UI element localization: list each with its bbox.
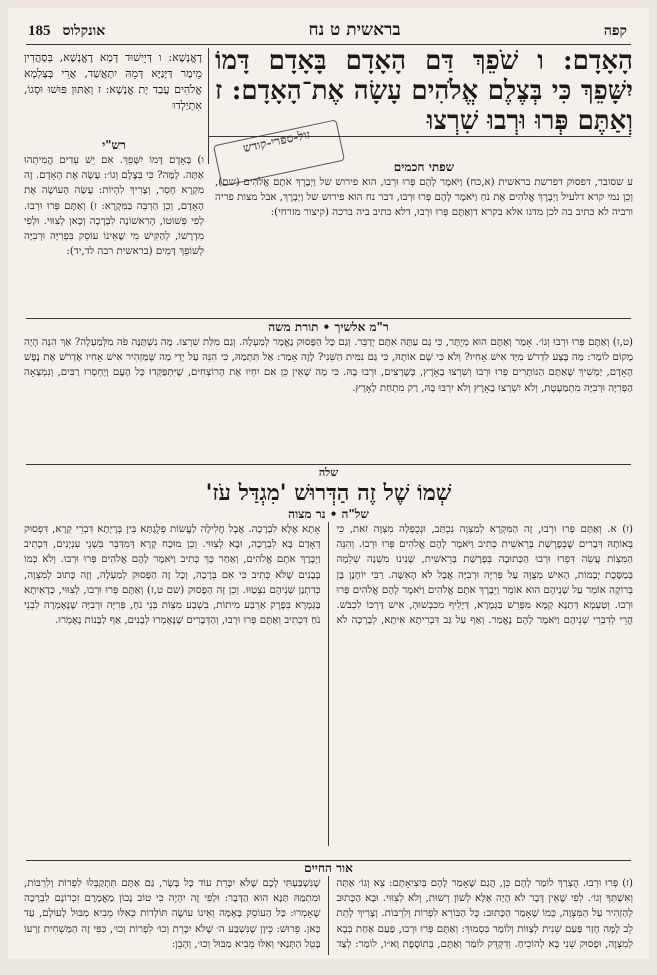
alshich-rule [26,464,631,465]
rashi-rule [26,318,631,319]
or-hachaim-text: (ז) פְּרוּ וּרְבוּ. הֻצְרַךְ לוֹמַר לָהֶם כֵּן, הֲגַם שֶׁאָמַר לָהֶם בְּיִצִיאָתָם: צֵא וְגוֹ׳ אַתָּה וְאִשְׁתְּךָ וְגוֹ׳. לְפִי שֶׁאֵין דָּבָר לֹא הָיָה אֶלָּא לְשׁוֹן רְשׁוּת, וְלֹא לְצִוּוּי. וּבָא הַכָּתוּב לְהַזְהִיר עַל הַמִּצְוָה, כְּמוֹ שֶׁאָמַר הַכָּתוּב: כָּל הַבּוֹרֵא לִפְרוֹת וְלִרְבּוֹת. וְצָרִיךְ לָתֵת לֵב לָמָּה חָזַר פַּעַם שֵׁנִית לְצַוּוֹת וְלוֹמַר בִּסְמוּךְ: וְאַתֶּם פְּרוּ וּרְבוּ, פַּעַם אַחַת בְּבָא לְמִצְוָה, וּפָסוּק שֵׁנִי בָּא לְהוֹכִיחַ. וְדִקְדֵּק לוֹמַר וְאַתֶּם, בְּתוֹסֶפֶת וָא״ו, לוֹמַר: לְצַד שֶׁנִּשְׁבַּעְתִּי לָכֶם שֶׁלֹּא יִכָּרֵת עוֹד כָּל בָּשָׂר, גַּם אַתֶּם תִּתְקַבְּלוּ לִפְרוֹת וְלִרְבּוֹת, וּמִתְמַהּ תַּנָּא הוּא הַדָּבָר: וּלְפִי זֶה יִהְיֶה כִּי טוֹב נָכוֹן מַאֲמָרָם זִכְרוֹנָם לִבְרָכָה שֶׁאָמְרוּ: כָּל הַעוֹסֵק בָּאָמָּה וְאֵינוֹ עוֹשֶׂה תּוֹלָדוֹת כְּאִלּוּ מֵבִיא מַבּוּל לָעוֹלָם, עַד כָּאן. פֵּרוּשׁ: כֵּיוָן שֶׁנִּשְׁבַּע ה׳ שֶׁלֹּא יִכָּרֵת וְכוּ׳ לִפְרוֹת וְכוּ׳, כִּפִּי זֶה הַמַּשְׁחִית זַרְעוֹ בָּטֵל הַתְּנַאי וְאִלּוּ מֵבִיא מַבּוּל וְכוּ׳, וְהָבֵן: [24,878,633,950]
siftei-chachamim-title: שפתי חכמים [393,160,455,174]
rashi-text: ו) בָּאָדָם דָּמוֹ יִשָּׁפֵךְ. אִם יֵשׁ עֵדִים הֲמִיתֵהוּ אַתָּה. לָמָּה? כִּי בְּצֶלֶם וְגוֹ׳: עָשָׂה אֶת הָאָדָם. זֶה מִקְרָא חָסֵר, וְצָרִיךְ לִהְיוֹת: עָשָׂה הָעוֹשֶׂה אֶת הָאָדָם, וְכֵן הַרְבֵּה בַּמִּקְרָא: ז) וְאַתֶּם פְּרוּ וּרְבוּ. לְפִי פְּשׁוּטוֹ, הָרִאשׁוֹנָה לִבְרָכָה וְכָאן לְצִוּוּי. וּלְפִי מִדְרָשׁוֹ, לְהַקִּישׁ מִי שֶׁאֵינוֹ עוֹסֵק בִּפְרִיָּה וּרְבִיָּה לְשׁוֹפֵךְ דָּמִים (בראשית רבה לד,יד): [24,155,204,258]
header-rule [26,44,631,45]
owner-stamp: זול-ספרי-קודש [213,119,345,186]
siftei-chachamim-text: ע שסובר, דפסוק דפרשת בראשית (א,כח) וַיֹּאמֶר לָהֶם פְּרוּ וּרְבוּ, הוא פירוש של וַיְבָרֶךְ אֹתָם אֱלֹהִים (שם), וְכֵן נמי קרא דלעיל וַיְבָרֶךְ אֱלֹהִים אֶת נֹחַ וַיֹּאמֶר לָהֶם פְּרוּ וּרְבוּ, דבר נח הוא פירוש של וַיְבָרֶךְ, אבל מצות פריה ורביה לא כתיב בה לכן מדגו אלא בקרא דוְאַתֶּם פְּרוּ וּרְבוּ, דלא כתיב ביה ברכה (קיצור מזרחי): [215,177,633,219]
shelah-block [24,466,633,858]
rashi-block [24,138,204,314]
shelah-subtitle: של"ה • נר מצוה [288,507,369,521]
rashi-title: רש"י [102,138,126,152]
onkelos-label: אונקלוס [62,23,106,39]
or-hachaim-title: אור החיים [304,861,353,875]
shelah-title: שְׁמוֹ שֶׁל זֶה הַדְּרוּשׁ 'מִגְדַּל עֹז' [205,480,452,506]
torah-verse: הָאָדָם: ו שֹׁפֵךְ דַּם הָאָדָם בָּאָדָם דָּמוֹ יִשָּׁפֵךְ כִּי בְּצֶלֶם אֱלֹהִים עָשָׂה אֶת־הָאָדָם: ז וְאַתֶּם פְּרוּ וּרְבוּ שִׁרְצוּ [215,46,633,136]
alshich-columns [24,335,633,396]
alshich-text: (ט,ז) וְאַתֶּם פְּרוּ וּרְבוּ וְגוֹ׳. אָמַר וְאַתֶּם הוּא מְיֻתָּר, כִּי גַּם עַתָּה אִתָּם יְדַבֵּר. וְגַם כָּל הַפָּסוּק נֶאֱמַר לְמַעְלָה. וְגַם מִלַּת שִׁרְצוּ. מָה נִשְׁתַּנָּה פֹּה מִלְּמַעְלָה? אַךְ הִנֵּה הָיָה מָקוֹם לוֹמַר: מַה בֶּצַע לִדְרֹשׁ מִיַּד אִישׁ אָחִיו? וְלֹא כִּי שָׁם אוֹתָהּ, כִּי גַּם נִמִּית הַשֵּׁנִי? לָזֶה אָמַר: אַל תִּתְמַהּ, כִּי הִנֵּה עַל יְדֵי מַה שֶּׁמַּזְהִיר אִישׁ אָחִיו אֶדְרֹשׁ אֶת נֶפֶשׁ הָאָדָם, יַמְשִׁיךְ שֶׁאַתֶּם הַנּוֹתָרִים פְּרוּ וּרְבוּ וְשִׁרְצוּ בָאָרֶץ, כְּשֶׁרָצִים, וּרְבוּ בָהּ. כִּי מָה שֶׁאֵין כֵּן אִם יִחְיוּ אֶת הָרוֹצְחִים, שֶׁיִּתְפַּקְּדוּ כָּל הָעָם וְיֶחְסְרוּ רַבִּים, וְנִמְצָאָה הַפְּרִיָּה וּרְבִיָּה מִתְמַעֶטֶת, וְלֹא יִשְׁרְצוּ בָאָרֶץ וְלֹא יִרְבּוּ בָהּ, רַק מִתְחַת לָאָרֶץ. [24,337,633,394]
onkelos-text: דֶאֱנָשָׁא: ו דְּיֵישׁוּד דְּמָא דֶאֱנָשָׁא, בְּסָהֲדִין מֵימַר דַּיָּנַיָּא דְּמֵהּ יִתְאֲשַׁד, אֲרֵי בְּצַלְמָא אֱלֹהִים עֲבַד יָת אֱנָשָׁא: ז וְאַתּוּן פּוּשׁוּ וּסְגוֹ, אִתְיַלְדוּ [24,51,202,112]
page-number: 185 [28,23,51,39]
onkelos-block [24,50,202,134]
running-head-left [28,23,105,40]
shelah-text: (ז) א. וְאַתֶּם פְּרוּ וּרְבוּ, זֶה הַמִּקְרָא לְמִצְוָה נִכְתַּב, וּנְכֻפְּלָה מִצְוָה זֹאת, כִּי בְּאוֹתָהּ דְּבָרִים שֶׁבְּפָרָשַׁת בְּרֵאשִׁית כְּתִיב וַיֹּאמֶר לָהֶם אֱלֹהִים פְּרוּ וּרְבוּ. וְהִנֵּה הַמִּצְוֹת עֲשֵׂה דִּפְרוּ וּרְבוּ הַכְּתוּבָה בְּפָרָשַׁת בְּרֵאשִׁית, שָׁנִינוּ מִשְׁנָה שְׁלֵמָה בְּמַסֶּכֶת יְבָמוֹת, הָאִישׁ מְצֻוֶּה עַל פְּרִיָּה וּרְבִיָּה אֲבָל לֹא הָאִשָּׁה. רַבִּי יוֹחָנָן בֶּן בְּרוֹקָה אוֹמֵר עַל שְׁנֵיהֶם הוּא אוֹמֵר וַיְבָרֶךְ אֹתָם אֱלֹהִים וַיֹּאמֶר לָהֶם אֱלֹהִים פְּרוּ וּרְבוּ. וְטַעְמָא דְּתַנָּא קַמָּא מִפָּרֵשׁ בַּגְּמָרָא, דְּיָלֵיף מִכִּבְשׁוּהָ, אִישׁ דַּרְכּוֹ לִכְבֹּשׁ. הֲרֵי לְדִבְרֵי שְׁנֵיהֶם וַיֹּאמֶר לָהֶם נֶאֱמַר. וְאַף עַל גַּב דִּבְרִיתָא אִיתָא, לְבָרְכָה לֹא אָתָא אֶלָּא לִבְרָכָה. אֲבָל חֲלִילָה לַעֲשׂוֹת פְּלֻגְתָּא בֵּין בְּרָיְתָא דִּבְרֵי קְרָא, דִּפְסוּק דְּאָדָם בָּא לִבְרָכָה, וּבָא לְצִוּוּי. וְכֵן מוּכָח קְרָא דְּמִדַּבֵּר בִּשְׁנֵי עִנְיָנִים, דִּכְתִיב וַיְבָרֶךְ אֹתָם אֱלֹהִים, וְאַחַר כָּךְ כְּתִיב וַיֹּאמֶר לָהֶם אֱלֹהִים פְּרוּ וּרְבוּ. וְלֹא כְּמוֹ בְּבָנִים שֶׁלֹּא כְּתִיב כִּי אִם בְּרָכָה, וְכָל זֶה הַפָּסוּק לְמַעְלָה, וְזֶה כָּתוּב לְמִצְוָה, כְּדִתְנַן שְׁנֵיהֶם נִצְטַוּוּ. וְכֵן זֶה הַפָּסוּק (שם ט,ז) וְאַתֶּם פְּרוּ וּרְבוּ, לְצִוּוּי, כְּדָאִיתָא בַּגְּמָרָא בְּפֶרֶק אַרְבַּע מִיתוֹת, בִּשְׁבַע מִצְוֹת בְּנֵי נֹחַ, פְּרִיָּה וּרְבִיָּה שֶׁנֶּאֶמְרָה לִבְנֵי נֹחַ דִּכְתִיב וְאַתֶּם פְּרוּ וּרְבוּ, וְהַדְּבָרִים שֶׁנֶּאֶמְרוּ לְבָנִים, אַף לַבָּנוֹת נֶאֶמְרוּ. [24,524,633,627]
alshich-title: ר"מ אלשיך • תורת משה [268,320,389,334]
running-head-parsha: בראשית ט נח [308,20,401,40]
alshich-block [24,320,633,462]
shelah-author: שלה [318,466,339,479]
siftei-chachamim-block [215,160,633,274]
or-hachaim-block [24,861,633,955]
book-page [8,8,649,959]
onkelos-divider [208,48,209,164]
folio-hebrew: קפה [603,23,627,39]
page-header [28,20,627,42]
